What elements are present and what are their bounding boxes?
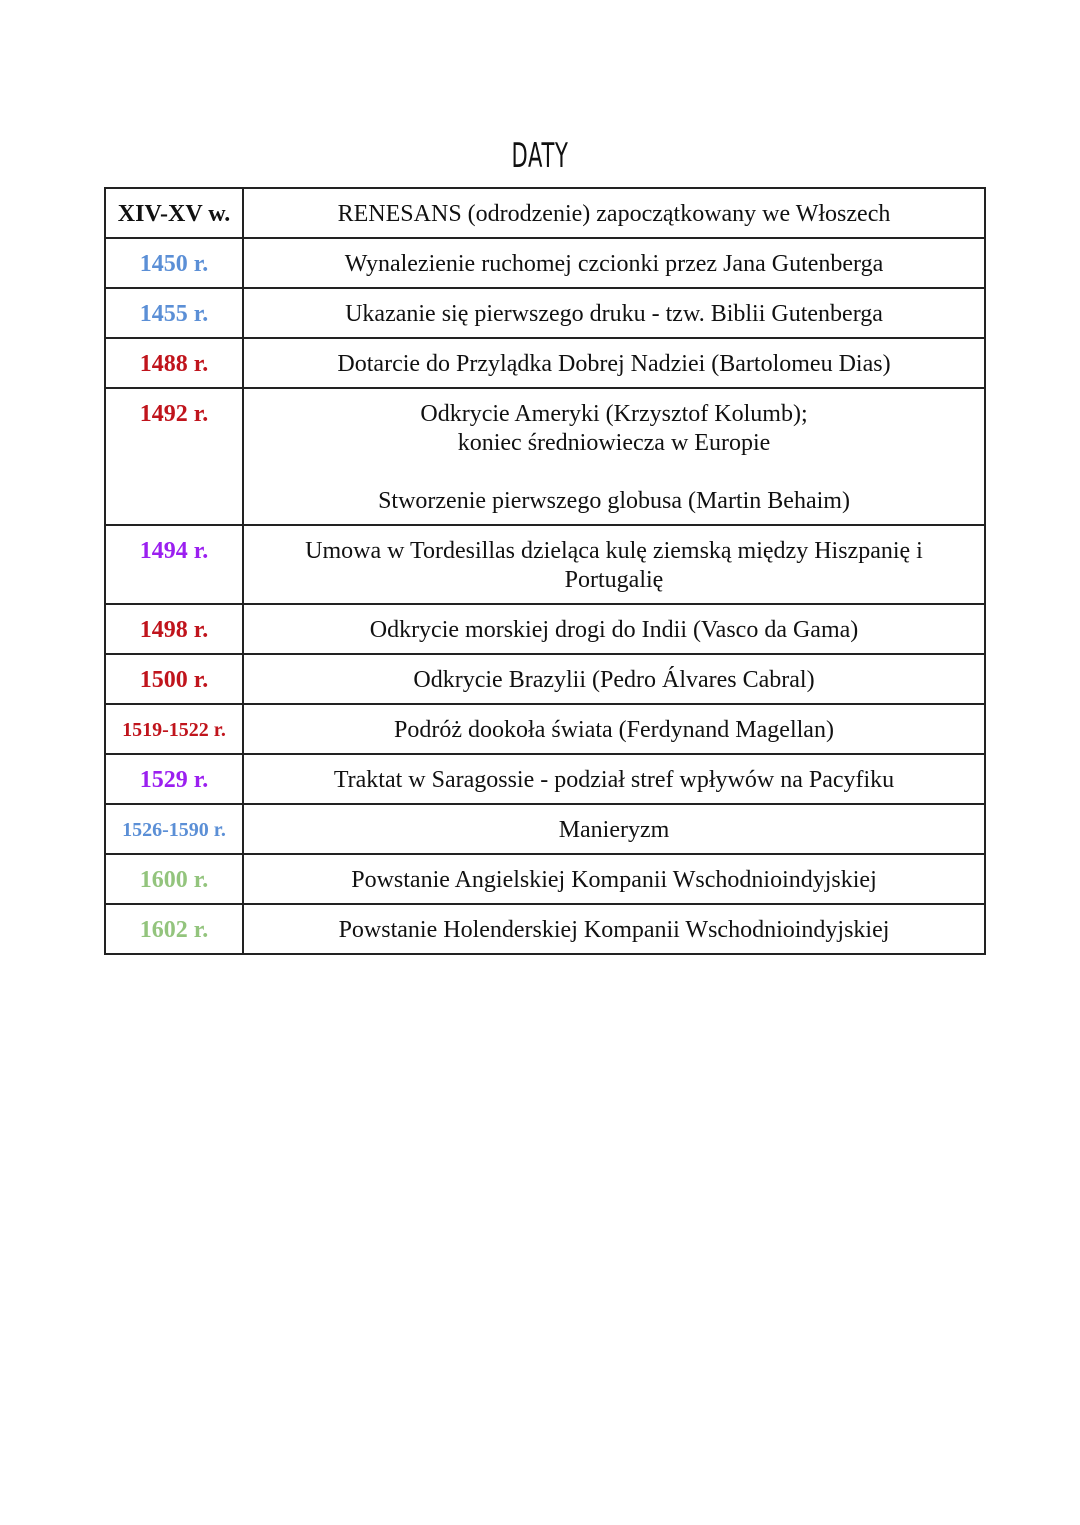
event-cell <box>243 388 985 525</box>
event-text <box>250 458 978 487</box>
event-cell <box>243 804 985 854</box>
event-text: Odkrycie Ameryki (Krzysztof Kolumb); <box>420 401 808 427</box>
event-text: Dotarcie do Przylądka Dobrej Nadziei (Bartolomeu Dias) <box>337 351 891 377</box>
event-cell <box>243 338 985 388</box>
event-text: Wynalezienie ruchomej czcionki przez Jana Gutenberga <box>344 251 884 277</box>
event-text: Odkrycie Brazylii (Pedro Álvares Cabral) <box>413 667 815 693</box>
event-text: koniec średniowiecza w Europie <box>457 430 771 456</box>
event-text: Traktat w Saragossie - podział stref wpływów na Pacyfiku <box>333 767 895 793</box>
event-text: Portugalię <box>564 567 664 593</box>
date-cell: 1500 r. <box>105 654 243 704</box>
table-row <box>105 854 985 904</box>
date-cell: 1526-1590 r. <box>105 804 243 854</box>
event-cell <box>243 704 985 754</box>
event-cell <box>243 604 985 654</box>
event-text: Podróż dookoła świata (Ferdynand Magellan) <box>394 717 834 743</box>
date-cell: 1494 r. <box>105 525 243 604</box>
event-text: RENESANS (odrodzenie) zapoczątkowany we Włoszech <box>337 201 891 227</box>
table-row <box>105 288 985 338</box>
event-cell <box>243 904 985 954</box>
event-cell <box>243 288 985 338</box>
event-text: Powstanie Angielskiej Kompanii Wschodnioindyjskiej <box>351 867 877 893</box>
event-text: Stworzenie pierwszego globusa (Martin Behaim) <box>378 488 850 514</box>
date-cell: 1450 r. <box>105 238 243 288</box>
event-text: Umowa w Tordesillas dzieląca kulę ziemską między Hiszpanię i <box>305 538 923 564</box>
date-cell: 1529 r. <box>105 754 243 804</box>
event-cell <box>243 238 985 288</box>
table-row <box>105 604 985 654</box>
date-cell: 1492 r. <box>105 388 243 525</box>
event-cell <box>243 654 985 704</box>
event-text: Odkrycie morskiej drogi do Indii (Vasco da Gama) <box>369 617 859 643</box>
event-text: Manieryzm <box>558 817 670 843</box>
event-cell <box>243 854 985 904</box>
event-cell <box>243 754 985 804</box>
date-cell: 1498 r. <box>105 604 243 654</box>
table-row <box>105 525 985 604</box>
page-title: DATY <box>511 136 569 176</box>
table-row <box>105 238 985 288</box>
table-row <box>105 388 985 525</box>
table-row <box>105 704 985 754</box>
date-cell: 1602 r. <box>105 904 243 954</box>
table-row <box>105 338 985 388</box>
date-cell: 1455 r. <box>105 288 243 338</box>
event-text: Ukazanie się pierwszego druku - tzw. Biblii Gutenberga <box>345 301 883 327</box>
event-cell <box>243 188 985 238</box>
date-cell: XIV-XV w. <box>105 188 243 238</box>
table-row <box>105 904 985 954</box>
event-cell <box>243 525 985 604</box>
table-row <box>105 754 985 804</box>
date-cell: 1600 r. <box>105 854 243 904</box>
dates-table <box>104 187 986 955</box>
table-row <box>105 654 985 704</box>
table-row <box>105 188 985 238</box>
date-cell: 1519-1522 r. <box>105 704 243 754</box>
event-text: Powstanie Holenderskiej Kompanii Wschodnioindyjskiej <box>338 917 890 943</box>
date-cell: 1488 r. <box>105 338 243 388</box>
table-row <box>105 804 985 854</box>
